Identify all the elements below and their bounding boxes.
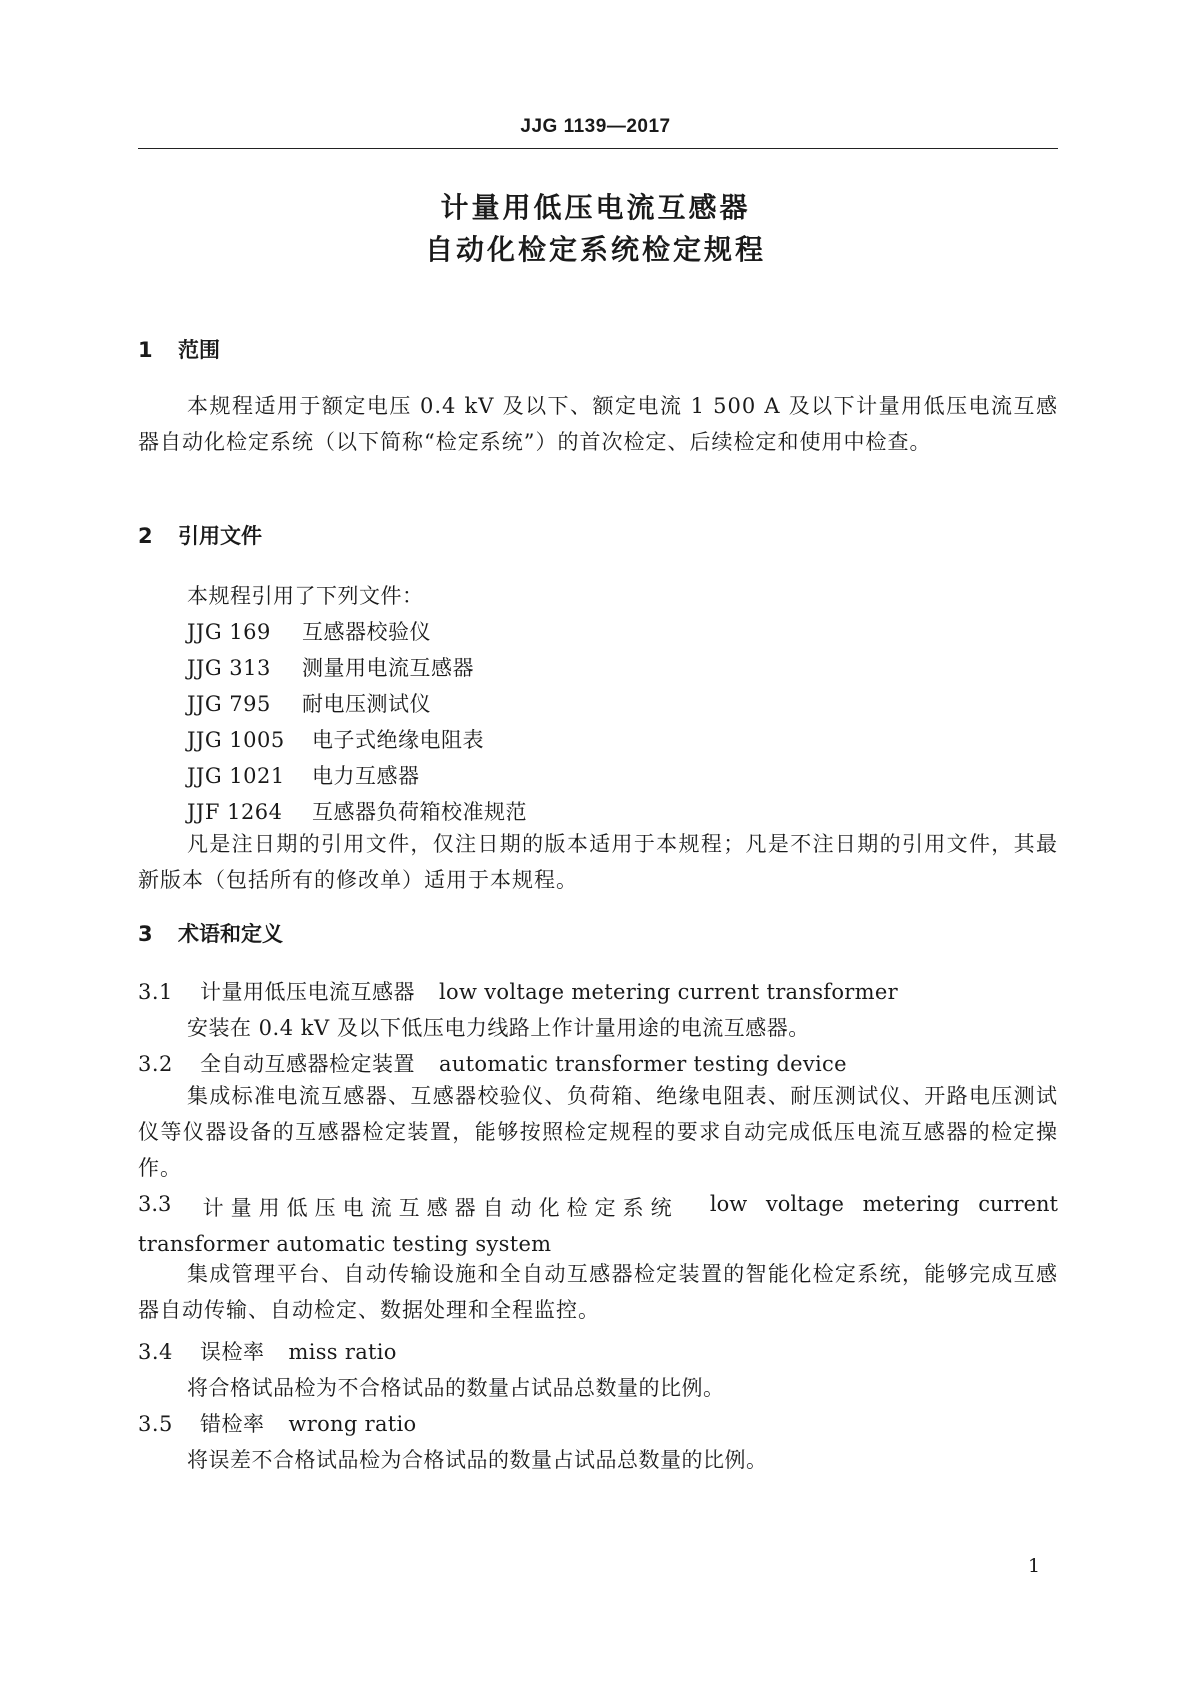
ref-code: JJF 1264: [187, 800, 283, 824]
term-3-1: [138, 976, 898, 1006]
term-en-part1: low voltage metering current: [709, 1192, 1058, 1216]
term-number: 3.2: [138, 1052, 173, 1076]
ref-code: JJG 795: [187, 692, 271, 716]
term-en-part2: transformer automatic testing system: [138, 1232, 552, 1256]
ref-name: 电子式绝缘电阻表: [312, 728, 484, 752]
header-rule: [138, 148, 1058, 149]
ref-item: [187, 760, 420, 790]
doc-title-line1: 计量用低压电流互感器: [440, 191, 751, 224]
refs-note: 凡是注日期的引用文件，仅注日期的版本适用于本规程；凡是不注日期的引用文件，其最新版本（包括所有的修改单）适用于本规程。: [138, 832, 1058, 892]
ref-code: JJG 1021: [187, 764, 285, 788]
term-3-3: [138, 1192, 1058, 1256]
section-title: 范围: [178, 338, 220, 362]
term-3-4: [138, 1336, 397, 1366]
ref-code: JJG 169: [187, 620, 271, 644]
ref-item: [187, 652, 474, 682]
ref-name: 耐电压测试仪: [302, 692, 431, 716]
term-definition: 将误差不合格试品检为合格试品的数量占试品总数量的比例。: [187, 1448, 768, 1472]
term-definition: 集成管理平台、自动传输设施和全自动互感器检定装置的智能化检定系统，能够完成互感器自动传输、自动检定、数据处理和全程监控。: [138, 1262, 1058, 1322]
ref-item: [187, 724, 484, 754]
ref-code: JJG 1005: [187, 728, 285, 752]
ref-name: 互感器校验仪: [302, 620, 431, 644]
ref-item: [187, 796, 527, 826]
term-en: wrong ratio: [288, 1412, 417, 1436]
ref-code: JJG 313: [187, 656, 271, 680]
section-1-body: 本规程适用于额定电压 0.4 kV 及以下、额定电流 1 500 A 及以下计量用低压电流互感器自动化检定系统（以下简称“检定系统”）的首次检定、后续检定和使用中检查。: [138, 394, 1058, 454]
term-number: 3.4: [138, 1340, 173, 1364]
term-number: 3.5: [138, 1412, 173, 1436]
term-en: miss ratio: [288, 1340, 397, 1364]
ref-item: [187, 688, 431, 718]
term-zh: 计量用低压电流互感器自动化检定系统: [202, 1196, 679, 1220]
section-number: 2: [138, 524, 153, 548]
term-definition: 将合格试品检为不合格试品的数量占试品总数量的比例。: [187, 1376, 725, 1400]
term-definition: 集成标准电流互感器、互感器校验仪、负荷箱、绝缘电阻表、耐压测试仪、开路电压测试仪等仪器设备的互感器检定装置，能够按照检定规程的要求自动完成低压电流互感器的检定操作。: [138, 1084, 1058, 1180]
term-number: 3.1: [138, 980, 173, 1004]
term-definition: 安装在 0.4 kV 及以下低压电力线路上作计量用途的电流互感器。: [187, 1016, 810, 1040]
ref-name: 电力互感器: [312, 764, 420, 788]
section-1-heading: [138, 334, 220, 364]
term-zh: 计量用低压电流互感器: [200, 980, 415, 1004]
term-3-5: [138, 1408, 416, 1438]
term-zh: 全自动互感器检定装置: [200, 1052, 415, 1076]
page-number: 1: [1028, 1555, 1041, 1577]
term-en: low voltage metering current transformer: [439, 980, 898, 1004]
refs-intro: 本规程引用了下列文件：: [187, 584, 424, 608]
term-zh: 误检率: [200, 1340, 265, 1364]
section-number: 1: [138, 338, 153, 362]
term-3-2: [138, 1048, 847, 1078]
section-3-heading: [138, 918, 283, 948]
term-en: automatic transformer testing device: [439, 1052, 847, 1076]
ref-name: 互感器负荷箱校准规范: [312, 800, 527, 824]
ref-item: [187, 616, 431, 646]
term-zh: 错检率: [200, 1412, 265, 1436]
running-header: JJG 1139—2017: [520, 116, 671, 137]
section-title: 引用文件: [178, 524, 262, 548]
doc-title-line2: 自动化检定系统检定规程: [424, 233, 766, 266]
ref-name: 测量用电流互感器: [302, 656, 474, 680]
section-number: 3: [138, 922, 153, 946]
section-2-heading: [138, 520, 262, 550]
section-title: 术语和定义: [178, 922, 283, 946]
term-number: 3.3: [138, 1192, 172, 1216]
